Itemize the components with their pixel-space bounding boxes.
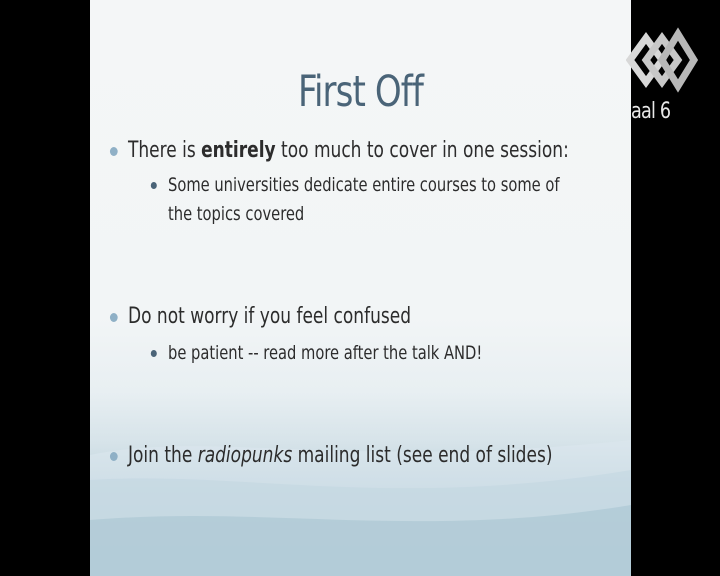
- bullet-3-text-post: mailing list (see end of slides): [292, 443, 553, 468]
- bullet-item-1: [128, 137, 569, 165]
- sub-bullet-item-2: [168, 339, 482, 368]
- bullet-3-text-pre: Join the: [128, 443, 198, 468]
- bullet-item-3: [128, 442, 552, 470]
- slide-title: First Off: [298, 67, 423, 117]
- sub-bullet-icon: [151, 182, 157, 189]
- bullet-3-text-italic: radiopunks: [197, 443, 293, 468]
- bullet-icon: [110, 452, 118, 461]
- bullet-item-2: [128, 303, 411, 331]
- bullet-icon: [110, 147, 118, 156]
- sub-bullet-icon: [151, 350, 157, 357]
- sub-bullet-2-text: be patient -- read more after the talk AND!: [168, 342, 483, 364]
- sub-bullet-item-1: [168, 171, 581, 229]
- presentation-slide: [90, 0, 631, 576]
- bullet-2-text: Do not worry if you feel confused: [128, 304, 412, 329]
- bullet-icon: [110, 313, 118, 322]
- channel-label: aal 6: [631, 99, 671, 124]
- bullet-1-text-pre: There is: [128, 138, 202, 163]
- diamond-logo-icon: [626, 26, 698, 94]
- bullet-1-text-bold: entirely: [201, 138, 276, 163]
- bullet-1-text-post: too much to cover in one session:: [275, 138, 569, 163]
- sub-bullet-1-text: Some universities dedicate entire courses to some of the topics covered: [168, 174, 560, 225]
